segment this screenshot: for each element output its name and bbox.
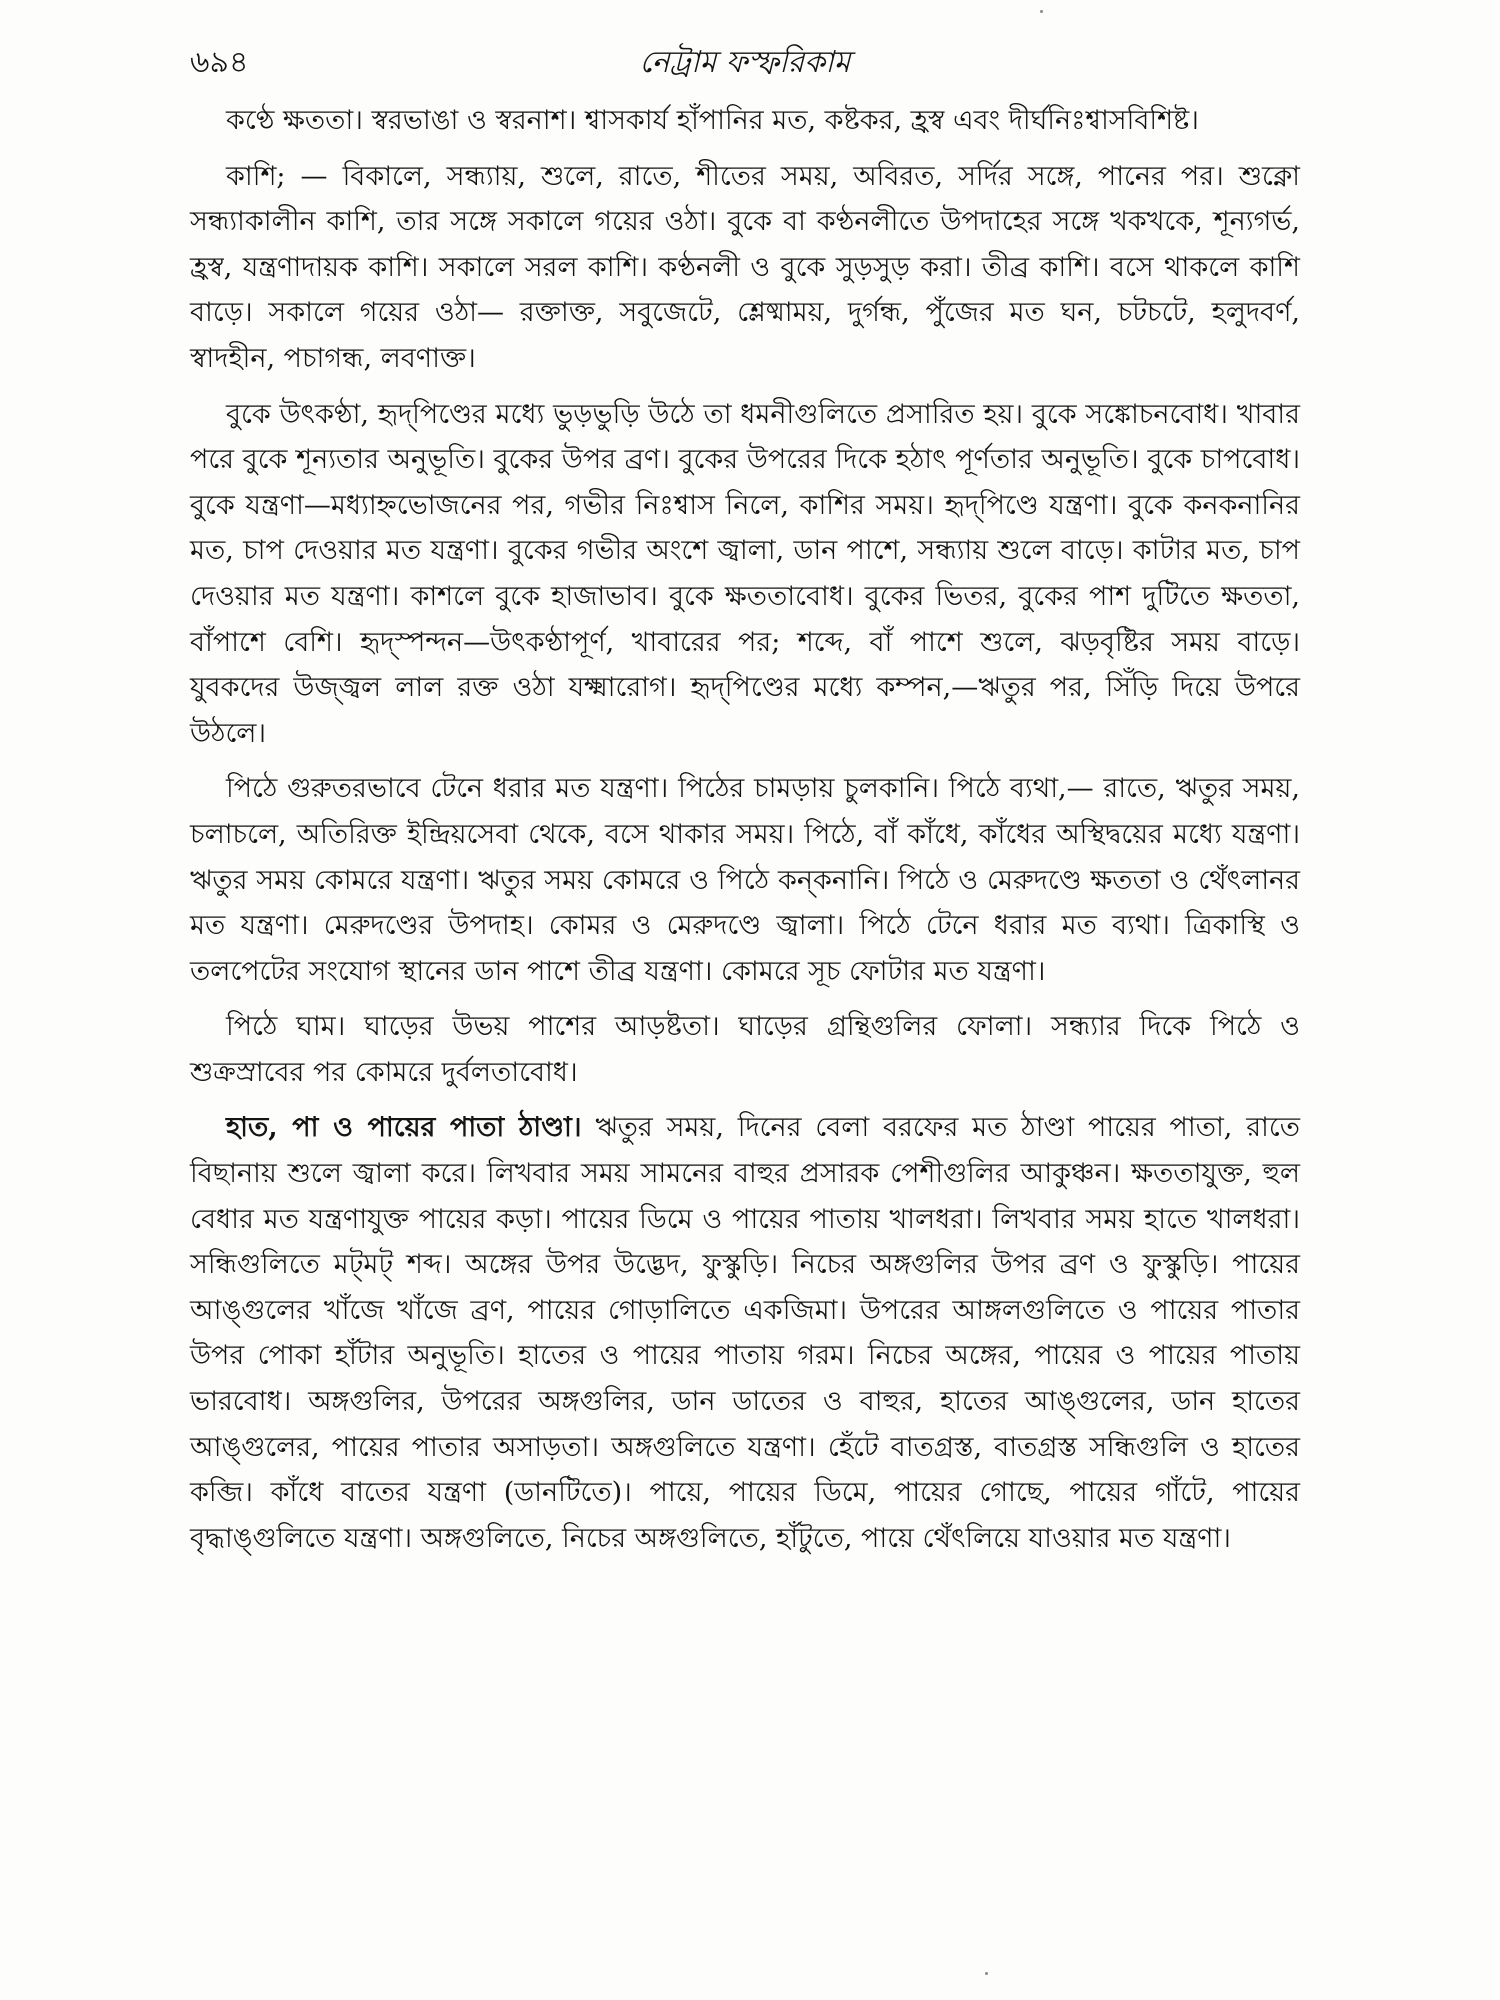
page-header [190, 38, 1300, 88]
scan-speck [1040, 10, 1043, 13]
paragraph-back-sweat: পিঠে ঘাম। ঘাড়ের উভয় পাশের আড়ষ্টতা। ঘাড়ের গ্রন্থিগুলির ফোলা। সন্ধ্যার দিকে পিঠে ও শুক্রস্রাবের পর কোমরে দুর্বলতাবোধ। [190, 1011, 1300, 1088]
paragraph-cough: কাশি; — বিকালে, সন্ধ্যায়, শুলে, রাতে, শীতের সময়, অবিরত, সর্দির সঙ্গে, পানের পর। শুক্নো সন্ধ্যাকালীন কাশি, তার সঙ্গে সকালে গয়ের ওঠা। বুকে বা কণ্ঠনলীতে উপদাহের সঙ্গে খকখকে, শূন্যগর্ভ, হ্রস্ব, যন্ত্রণাদায়ক কাশি। সকালে সরল কাশি। কণ্ঠনলী ও বুকে সুড়সুড় করা। তীব্র কাশি। বসে থাকলে কাশি বাড়ে। সকালে গয়ের ওঠা— রক্তাক্ত, সবুজেটে, শ্লেষ্মাময়, দুর্গন্ধ, পুঁজের মত ঘন, চটচটে, হলুদবর্ণ, স্বাদহীন, পচাগন্ধ, লবণাক্ত। [190, 160, 1300, 374]
paragraph-chest-heart: বুকে উৎকণ্ঠা, হৃদ্‌পিণ্ডের মধ্যে ভুড়ভুড়ি উঠে তা ধমনীগুলিতে প্রসারিত হয়। বুকে সঙ্কোচনবোধ। খাবার পরে বুকে শূন্যতার অনুভূতি। বুকের উপর ব্রণ। বুকের উপরের দিকে হঠাৎ পূর্ণতার অনুভূতি। বুকে চাপবোধ। বুকে যন্ত্রণা—মধ্যাহ্নভোজনের পর, গভীর নিঃশ্বাস নিলে, কাশির সময়। হৃদ্‌পিণ্ডে যন্ত্রণা। বুকে কনকনানির মত, চাপ দেওয়ার মত যন্ত্রণা। বুকের গভীর অংশে জ্বালা, ডান পাশে, সন্ধ্যায় শুলে বাড়ে। কাটার মত, চাপ দেওয়ার মত যন্ত্রণা। কাশলে বুকে হাজাভাব। বুকে ক্ষততাবোধ। বুকের ভিতর, বুকের পাশ দুটিতে ক্ষততা, বাঁপাশে বেশি। হৃদ্স্পন্দন—উৎকণ্ঠাপূর্ণ, খাবারের পর; শব্দে, বাঁ পাশে শুলে, ঝড়বৃষ্টির সময় বাড়ে। যুবকদের উজ্জ্বল লাল রক্ত ওঠা যক্ষ্মারোগ। হৃদ্‌পিণ্ডের মধ্যে কম্পন,—ঋতুর পর, সিঁড়ি দিয়ে উপরে উঠলে। [190, 398, 1300, 749]
paragraph-limbs-text: ঋতুর সময়, দিনের বেলা বরফের মত ঠাণ্ডা পায়ের পাতা, রাতে বিছানায় শুলে জ্বালা করে। লিখবার সময় সামনের বাহুর প্রসারক পেশীগুলির আকুঞ্চন। ক্ষততাযুক্ত, হুল বেধার মত যন্ত্রণাযুক্ত পায়ের কড়া। পায়ের ডিমে ও পায়ের পাতায় খালধরা। লিখবার সময় হাতে খালধরা। সন্ধিগুলিতে মট্‌মট্ শব্দ। অঙ্গের উপর উদ্ভেদ, ফুস্কুড়ি। নিচের অঙ্গগুলির উপর ব্রণ ও ফুস্কুড়ি। পায়ের আঙ্গুলের খাঁজে খাঁজে ব্রণ, পায়ের গোড়ালিতে একজিমা। উপরের আঙ্গলগুলিতে ও পায়ের পাতার উপর পোকা হাঁটার অনুভূতি। হাতের ও পায়ের পাতায় গরম। নিচের অঙ্গের, পায়ের ও পায়ের পাতায় ভারবোধ। অঙ্গগুলির, উপরের অঙ্গগুলির, ডান ডাতের ও বাহুর, হাতের আঙ্গুলের, ডান হাতের আঙ্গুলের, পায়ের পাতার অসাড়তা। অঙ্গগুলিতে যন্ত্রণা। হেঁটে বাতগ্রস্ত, বাতগ্রস্ত সন্ধিগুলি ও হাতের কব্জি। কাঁধে বাতের যন্ত্রণা (ডানটিতে)। পায়ে, পায়ের ডিমে, পায়ের গোছে, পায়ের গাঁটে, পায়ের বৃদ্ধাঙ্গুলিতে যন্ত্রণা। অঙ্গগুলিতে, নিচের অঙ্গগুলিতে, হাঁটুতে, পায়ে থেঁৎলিয়ে যাওয়ার মত যন্ত্রণা। [190, 1112, 1300, 1554]
paragraph-limbs-lead: হাত, পা ও পায়ের পাতা ঠাণ্ডা। [226, 1112, 582, 1144]
scan-speck [985, 1972, 988, 1975]
paragraph-back-pain: পিঠে গুরুতরভাবে টেনে ধরার মত যন্ত্রণা। পিঠের চামড়ায় চুলকানি। পিঠে ব্যথা,— রাতে, ঋতুর সময়, চলাচলে, অতিরিক্ত ইন্দ্রিয়সেবা থেকে, বসে থাকার সময়। পিঠে, বাঁ কাঁধে, কাঁধের অস্থিদ্বয়ের মধ্যে যন্ত্রণা। ঋতুর সময় কোমরে যন্ত্রণা। ঋতুর সময় কোমরে ও পিঠে কন্‌কনানি। পিঠে ও মেরুদণ্ডে ক্ষততা ও থেঁৎলানর মত যন্ত্রণা। মেরুদণ্ডের উপদাহ। কোমর ও মেরুদণ্ডে জ্বালা। পিঠে টেনে ধরার মত ব্যথা। ত্রিকাস্থি ও তলপেটের সংযোগ স্থানের ডান পাশে তীব্র যন্ত্রণা। কোমরে সূচ ফোটার মত যন্ত্রণা। [190, 773, 1300, 987]
paragraph-limbs [190, 1105, 1300, 1561]
body-text [190, 98, 1300, 1571]
page-number: ৬৯৪ [190, 45, 249, 80]
running-title: নেট্রাম ফস্ফরিকাম [639, 45, 851, 80]
paragraph-throat-respiration: কণ্ঠে ক্ষততা। স্বরভাঙা ও স্বরনাশ। শ্বাসকার্য হাঁপানির মত, কষ্টকর, হ্রস্ব এবং দীর্ঘনিঃশ্বাসবিশিষ্ট। [226, 105, 1199, 136]
